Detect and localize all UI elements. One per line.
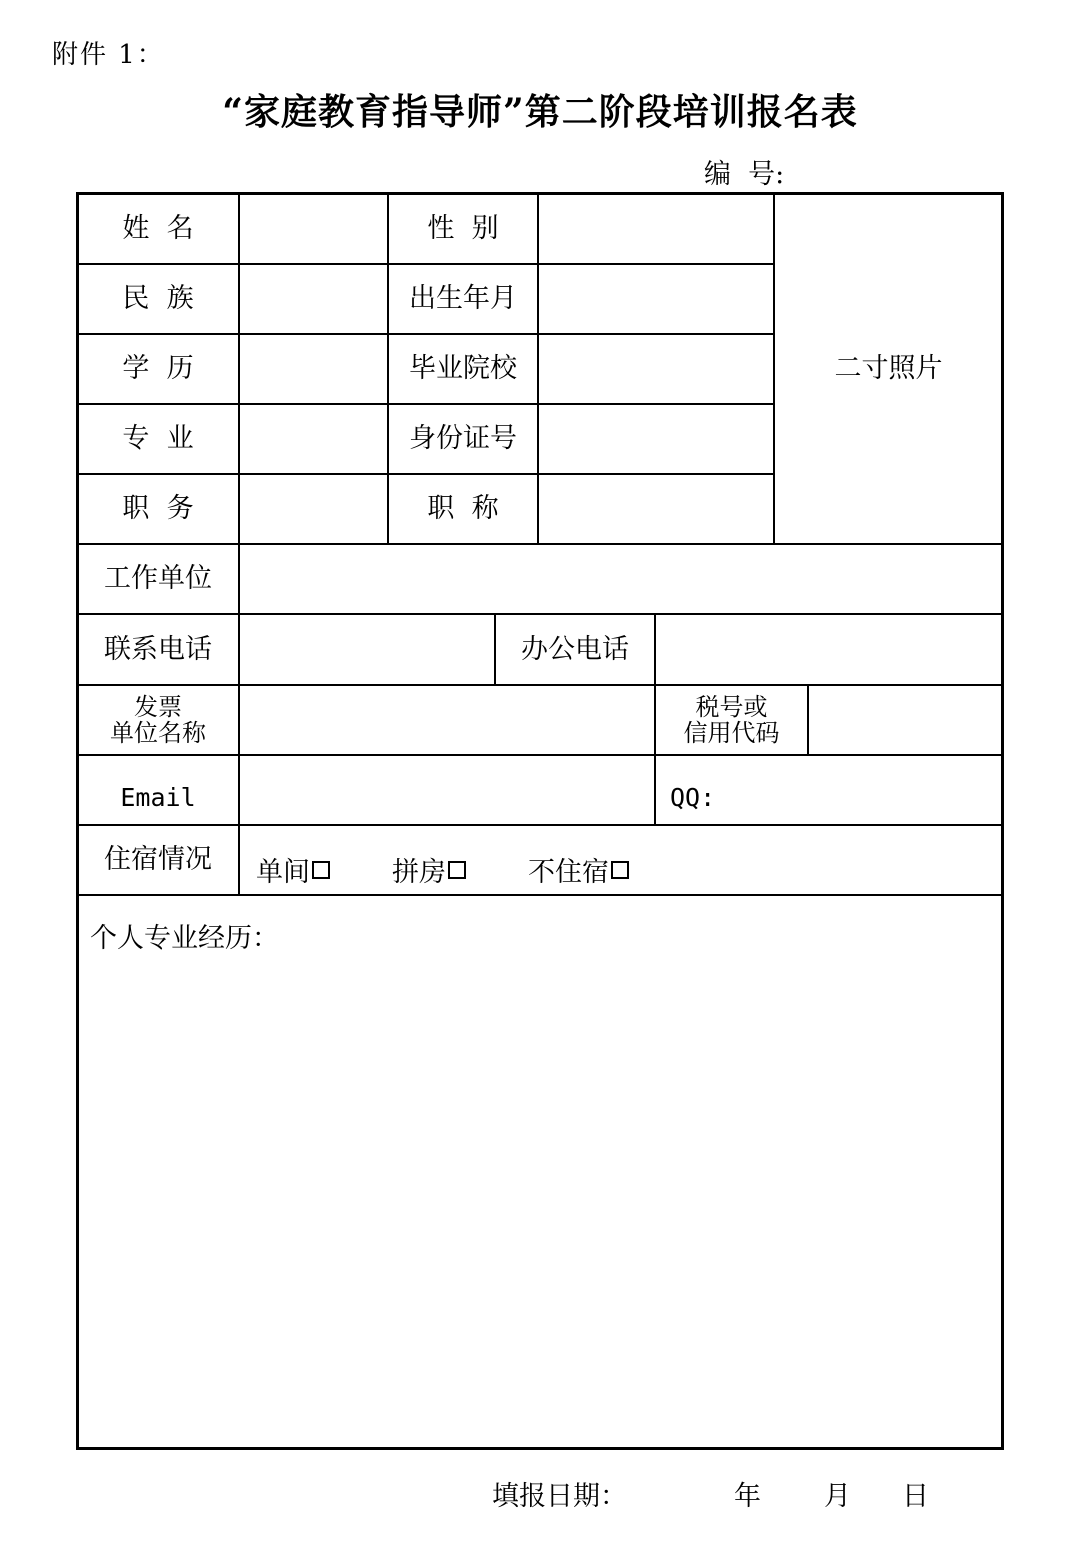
ethnicity-label: 民 族 (122, 283, 194, 315)
qq-label: QQ: (670, 782, 716, 812)
row-divider (76, 894, 1004, 896)
serial-number-label: 编 号: (704, 159, 785, 190)
school-input[interactable] (539, 335, 773, 403)
experience-input[interactable] (78, 960, 1002, 1448)
invoice-label-line2: 单位名称 (110, 719, 206, 747)
fill-date-label: 填报日期： (492, 1481, 627, 1512)
tax-label-line1: 税号或 (695, 692, 768, 721)
tax-code-input[interactable] (809, 686, 1002, 754)
tax-label-line2: 信用代码 (683, 719, 780, 747)
id-number-label: 身份证号 (409, 423, 517, 455)
page-title: “家庭教育指导师”第二阶段培训报名表 (222, 91, 858, 133)
checkbox-icon[interactable] (448, 861, 466, 879)
fill-date-month: 月 (824, 1481, 851, 1512)
lodging-option-single[interactable] (256, 850, 330, 889)
lodging-label: 住宿情况 (104, 844, 212, 876)
experience-label: 个人专业经历： (90, 923, 279, 954)
employer-input[interactable] (240, 545, 1002, 613)
lodging-option-shared[interactable] (392, 850, 466, 889)
fill-date-day: 日 (902, 1481, 929, 1512)
office-phone-label: 办公电话 (521, 633, 629, 665)
gender-label: 性 别 (427, 212, 499, 244)
invoice-label-line1: 发票 (134, 692, 182, 721)
position-label: 职 务 (122, 493, 194, 525)
fill-date-year: 年 (734, 1481, 761, 1512)
name-label: 姓 名 (122, 212, 194, 244)
invoice-name-input[interactable] (240, 686, 654, 754)
email-label: Email (120, 782, 196, 812)
gender-input[interactable] (539, 194, 773, 263)
id-number-input[interactable] (539, 405, 773, 473)
lodging-option-label: 单间 (256, 857, 310, 888)
lodging-option-none[interactable] (528, 850, 629, 889)
checkbox-icon[interactable] (312, 861, 330, 879)
school-label: 毕业院校 (409, 353, 517, 385)
lodging-option-label: 不住宿 (528, 857, 609, 888)
checkbox-icon[interactable] (611, 861, 629, 879)
attachment-label: 附件 1： (52, 40, 165, 70)
employer-label: 工作单位 (104, 563, 212, 595)
education-input[interactable] (240, 335, 387, 403)
phone-label: 联系电话 (104, 633, 212, 665)
name-input[interactable] (240, 194, 387, 263)
invoice-name-label (78, 686, 238, 754)
office-phone-input[interactable] (656, 615, 1002, 684)
education-label: 学 历 (122, 353, 194, 385)
professional-title-label: 职 称 (427, 493, 499, 525)
birth-label: 出生年月 (409, 283, 517, 315)
tax-code-label (656, 686, 807, 754)
photo-placeholder[interactable]: 二寸照片 (834, 352, 943, 384)
qq-input[interactable] (720, 756, 1002, 824)
major-label: 专 业 (122, 423, 194, 455)
position-input[interactable] (240, 475, 387, 543)
major-input[interactable] (240, 405, 387, 473)
email-input[interactable] (240, 756, 654, 824)
professional-title-input[interactable] (539, 475, 773, 543)
lodging-option-label: 拼房 (392, 857, 446, 888)
ethnicity-input[interactable] (240, 265, 387, 333)
birth-input[interactable] (539, 265, 773, 333)
phone-input[interactable] (240, 615, 494, 684)
